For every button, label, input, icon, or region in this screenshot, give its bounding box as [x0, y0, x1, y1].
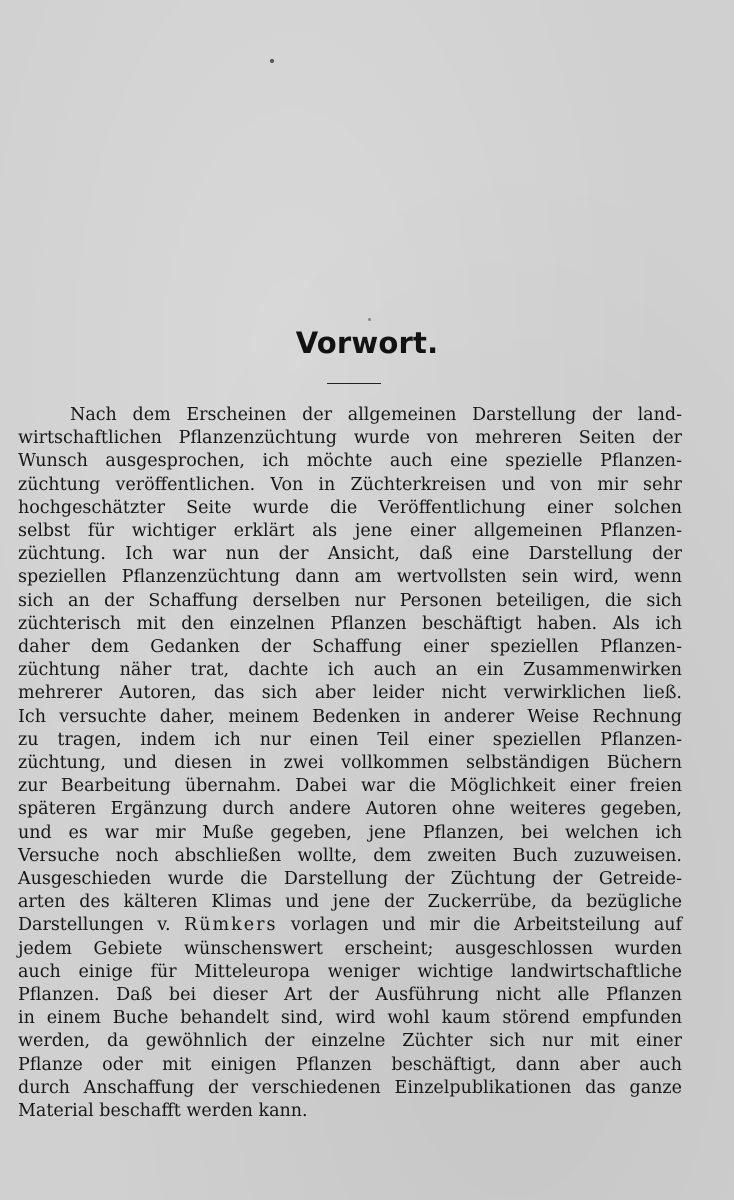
text-line: Pflanzen. Daß bei dieser Art der Ausführung nicht alle Pflanzen: [18, 985, 682, 1006]
text-line: arten des kälteren Klimas und jene der Zuckerrübe, da bezügliche: [18, 892, 682, 913]
text-line: züchtung veröffentlichen. Von in Züchterkreisen und von mir sehr: [18, 474, 682, 495]
text-line: zu tragen, indem ich nur einen Teil einer speziellen Pflanzen-: [18, 729, 682, 750]
ink-speck: [270, 59, 274, 63]
text-line: züchtung, und diesen in zwei vollkommen selbständigen Büchern: [18, 753, 682, 774]
text-line: daher dem Gedanken der Schaffung einer speziellen Pflanzen-: [18, 637, 682, 658]
text-line: jedem Gebiete wünschenswert erscheint; ausgeschlossen wurden: [18, 938, 682, 959]
text-line: mehrerer Autoren, das sich aber leider nicht verwirklichen ließ.: [18, 683, 682, 704]
text-line: wirtschaftlichen Pflanzenzüchtung wurde von mehreren Seiten der: [18, 428, 682, 449]
text-line: sich an der Schaffung derselben nur Personen beteiligen, die sich: [18, 590, 682, 611]
ink-speck: [368, 318, 371, 321]
author-name: Rümkers: [184, 915, 278, 936]
text-line: werden, da gewöhnlich der einzelne Züchter sich nur mit einer: [18, 1031, 682, 1052]
text-line: durch Anschaffung der verschiedenen Einzelpublikationen das ganze: [18, 1077, 682, 1098]
text-line: hochgeschätzter Seite wurde die Veröffentlichung einer solchen: [18, 497, 682, 518]
text-line: und es war mir Muße gegeben, jene Pflanzen, bei welchen ich: [18, 822, 682, 843]
text-line: züchtung näher trat, dachte ich auch an ein Zusammenwirken: [18, 660, 682, 681]
text-line: Pflanze oder mit einigen Pflanzen beschäftigt, dann aber auch: [18, 1054, 682, 1075]
text-line: Ich versuchte daher, meinem Bedenken in anderer Weise Rechnung: [18, 706, 682, 727]
text-line: in einem Buche behandelt sind, wird wohl kaum störend empfunden: [18, 1008, 682, 1029]
text-segment: vorlagen und mir die Arbeitsteilung auf: [277, 915, 683, 936]
text-line: Nach dem Erscheinen der allgemeinen Darstellung der land-: [70, 405, 682, 425]
text-line: [18, 914, 682, 937]
preface-paragraph: [18, 404, 682, 1123]
text-line: Material beschafft werden kann.: [18, 1101, 308, 1122]
text-line: züchtung. Ich war nun der Ansicht, daß eine Darstellung der: [18, 544, 682, 565]
text-line: Ausgeschieden wurde die Darstellung der Züchtung der Getreide-: [18, 869, 682, 890]
text-line: auch einige für Mitteleuropa weniger wichtige landwirtschaftliche: [18, 961, 682, 982]
text-line: züchterisch mit den einzelnen Pflanzen beschäftigt haben. Als ich: [18, 613, 682, 634]
text-line: speziellen Pflanzenzüchtung dann am wertvollsten sein wird, wenn: [18, 567, 682, 588]
text-line: Versuche noch abschließen wollte, dem zweiten Buch zuzuweisen.: [18, 845, 682, 866]
text-line: zur Bearbeitung übernahm. Dabei war die Möglichkeit einer freien: [18, 776, 682, 797]
text-line: selbst für wichtiger erklärt als jene einer allgemeinen Pflanzen-: [18, 521, 682, 542]
text-line: späteren Ergänzung durch andere Autoren ohne weiteres gegeben,: [18, 799, 682, 820]
title-rule: [327, 383, 381, 384]
text-segment: Darstellungen v.: [18, 915, 185, 936]
text-line: Wunsch ausgesprochen, ich möchte auch eine spezielle Pflanzen-: [18, 451, 682, 472]
page-title: Vorwort.: [295, 326, 439, 360]
